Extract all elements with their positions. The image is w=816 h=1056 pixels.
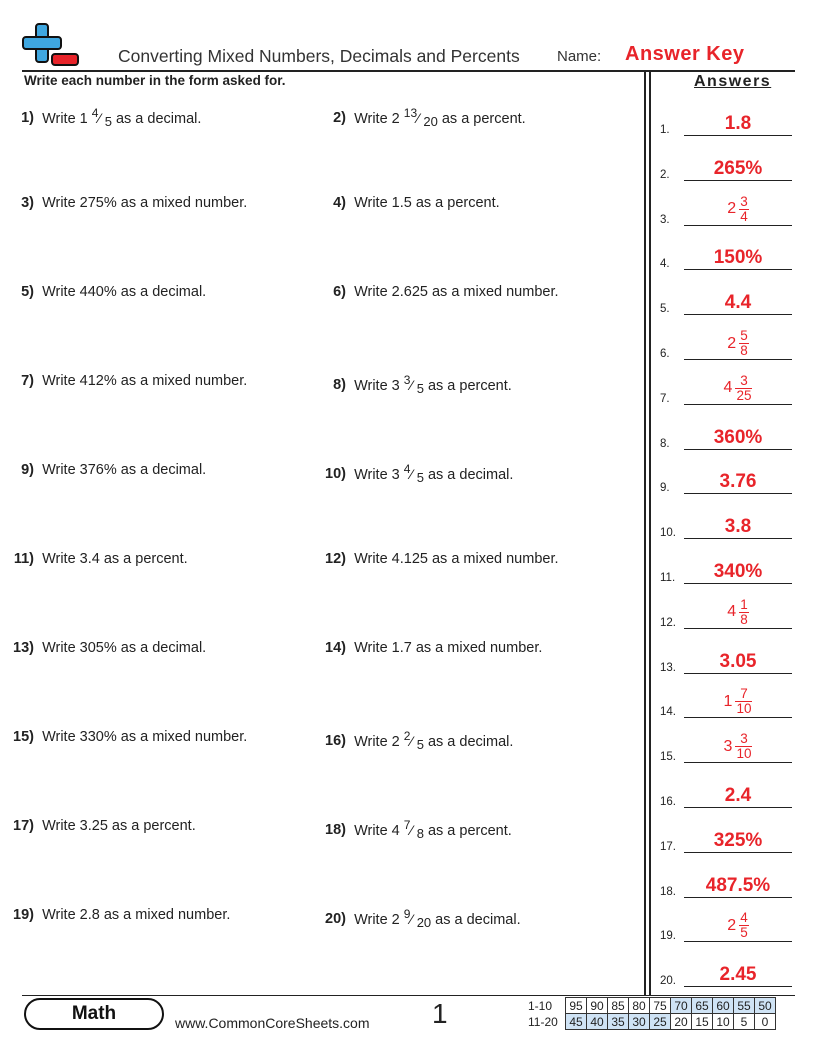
question-text: Write 2.625 as a mixed number. [354, 284, 559, 300]
question-item [0, 729, 247, 745]
answer-line [684, 628, 792, 629]
question-text-prefix: Write 3 [354, 467, 404, 483]
inline-fraction: $^2$⁄ $_5$ [403, 729, 424, 752]
answer-row [660, 731, 792, 765]
fraction-denominator: 5 [104, 114, 112, 129]
answer-line [684, 359, 792, 360]
answer-row [660, 959, 792, 989]
question-text: Write 275% as a mixed number. [42, 195, 248, 211]
answer-mixed-number [684, 598, 792, 627]
plus-minus-logo-icon [22, 22, 80, 70]
question-text: Write 3.25 as a percent. [42, 818, 196, 834]
score-table [528, 997, 776, 1030]
answer-line [684, 135, 792, 136]
mixed-numerator: 1 [740, 596, 748, 612]
question-number: 14) [325, 640, 346, 656]
answer-line [684, 986, 792, 987]
mixed-numerator: 3 [740, 193, 748, 209]
question-text: Write 412% as a mixed number. [42, 373, 248, 389]
question-text [354, 818, 512, 841]
inline-fraction: $^9$⁄ $_{20}$ [403, 907, 432, 930]
mixed-denominator: 8 [740, 611, 748, 627]
mixed-whole: 4 [727, 603, 737, 621]
footer-rule [22, 995, 795, 996]
question-text: Write 1.7 as a mixed number. [354, 640, 543, 656]
fraction-numerator: 13 [403, 106, 418, 120]
question-number: 6) [333, 284, 346, 300]
question-text-prefix: Write 2 [354, 912, 404, 928]
answer-line [684, 717, 792, 718]
question-item [0, 640, 206, 656]
answer-mixed-number [684, 374, 792, 403]
question-text [354, 106, 526, 129]
score-cell: 95 [566, 998, 587, 1014]
question-text-suffix: as a decimal. [431, 912, 521, 928]
answer-value: 2.45 [719, 964, 757, 986]
answer-number: 3. [660, 213, 670, 226]
question-item [312, 818, 512, 841]
fraction-numerator: 4 [91, 106, 99, 120]
score-row-label: 1-10 [528, 998, 553, 1013]
question-number: 19) [13, 907, 34, 923]
footer-url: www.CommonCoreSheets.com [175, 1015, 370, 1031]
answer-number: 2. [660, 168, 670, 181]
column-divider [649, 70, 651, 996]
question-number: 15) [13, 729, 34, 745]
answer-row [660, 193, 792, 228]
answer-value: 150% [713, 247, 763, 269]
mixed-denominator: 10 [736, 701, 752, 717]
answer-line [684, 180, 792, 181]
question-item [312, 462, 514, 485]
fraction-denominator: 20 [423, 114, 438, 129]
answer-number: 15. [660, 751, 676, 764]
inline-fraction: $^4$⁄ $_5$ [403, 462, 424, 485]
answer-number: 1. [660, 124, 670, 136]
question-number: 7) [21, 373, 34, 389]
mixed-whole: 2 [727, 334, 737, 352]
question-item [312, 729, 514, 752]
score-cell: 20 [671, 1014, 692, 1030]
answer-line [684, 852, 792, 853]
answer-line [684, 583, 792, 584]
question-text: Write 3.4 as a percent. [42, 551, 188, 567]
score-row-label: 11-20 [528, 1014, 558, 1029]
question-item [0, 106, 202, 129]
score-cell: 55 [734, 998, 755, 1014]
answer-line [684, 314, 792, 315]
score-cell: 35 [608, 1014, 629, 1030]
question-item [312, 907, 521, 930]
question-number: 2) [333, 110, 346, 126]
question-number: 8) [333, 377, 346, 393]
answer-row [660, 466, 792, 496]
question-text-suffix: as a percent. [423, 378, 512, 394]
answer-number: 7. [660, 392, 670, 405]
mixed-fraction [739, 598, 749, 627]
answer-value: 325% [713, 829, 763, 851]
answer-value: 340% [713, 561, 763, 582]
question-item [312, 195, 500, 211]
fraction-numerator: 3 [403, 373, 411, 387]
question-text-prefix: Write 2 [354, 111, 404, 127]
answer-number: 13. [660, 661, 676, 674]
answer-number: 14. [660, 706, 676, 719]
answer-number: 10. [660, 527, 676, 540]
answer-number: 18. [660, 885, 676, 898]
question-text: Write 330% as a mixed number. [42, 729, 248, 745]
column-divider [644, 70, 646, 996]
question-text-prefix: Write 2 [354, 734, 404, 750]
subject-badge: Math [24, 998, 164, 1030]
score-row [528, 1014, 776, 1030]
answer-line [684, 404, 792, 405]
question-text [42, 106, 202, 129]
question-text [354, 373, 512, 396]
header-rule [22, 70, 795, 72]
answer-number: 12. [660, 616, 676, 629]
mixed-fraction [739, 329, 749, 358]
question-text [354, 907, 521, 930]
question-item [0, 551, 188, 567]
score-cell: 45 [566, 1014, 587, 1030]
mixed-fraction [735, 687, 752, 716]
score-cell: 65 [692, 998, 713, 1014]
question-text-prefix: Write 1 [42, 111, 92, 127]
fraction-denominator: 5 [416, 470, 424, 485]
score-cell: 85 [608, 998, 629, 1014]
question-item [0, 195, 247, 211]
mixed-denominator: 5 [740, 925, 748, 941]
fraction-numerator: 4 [403, 462, 411, 476]
answer-number: 6. [660, 348, 670, 360]
answer-number: 19. [660, 930, 676, 943]
answer-row [660, 372, 792, 407]
answer-row [660, 242, 792, 272]
question-item [312, 373, 512, 396]
question-item [0, 818, 196, 834]
answer-row [660, 287, 792, 317]
score-cell: 60 [713, 998, 734, 1014]
question-item [0, 907, 230, 923]
answer-row [660, 825, 792, 855]
answer-number: 17. [660, 840, 676, 853]
fraction-numerator: 2 [403, 729, 411, 743]
question-text-suffix: as a percent. [423, 823, 512, 839]
mixed-whole: 2 [727, 200, 737, 218]
answer-value: 2.4 [724, 785, 752, 806]
question-text: Write 1.5 as a percent. [354, 195, 500, 211]
answer-row [660, 646, 792, 676]
mixed-fraction [739, 195, 749, 224]
answer-number: 11. [660, 572, 676, 584]
question-text [354, 729, 514, 752]
question-number: 10) [325, 466, 346, 482]
question-number: 4) [333, 195, 346, 211]
answer-row [660, 596, 792, 631]
instructions: Write each number in the form asked for. [24, 73, 286, 88]
answer-number: 20. [660, 975, 676, 988]
answer-mixed-number [684, 732, 792, 761]
answer-key-label: Answer Key [625, 43, 745, 65]
answer-row [660, 780, 792, 810]
answer-value: 3.76 [719, 471, 757, 493]
question-text: Write 376% as a decimal. [42, 462, 207, 478]
answer-value: 1.8 [724, 113, 752, 134]
answer-row [660, 511, 792, 541]
answer-line [684, 449, 792, 450]
question-item [0, 373, 247, 389]
answer-mixed-number [684, 687, 792, 716]
answer-line [684, 897, 792, 898]
mixed-whole: 3 [723, 737, 733, 755]
question-text: Write 4.125 as a mixed number. [354, 551, 559, 567]
score-cell: 80 [629, 998, 650, 1014]
question-number: 20) [325, 911, 346, 927]
question-number: 18) [325, 822, 346, 838]
score-cell: 0 [755, 1014, 776, 1030]
score-cell: 5 [734, 1014, 755, 1030]
mixed-denominator: 4 [740, 208, 748, 224]
question-text: Write 2.8 as a mixed number. [42, 907, 231, 923]
answer-row [660, 910, 792, 944]
score-cell: 90 [587, 998, 608, 1014]
question-number: 16) [325, 733, 346, 749]
question-text-suffix: as a decimal. [423, 467, 514, 483]
question-item [312, 551, 559, 567]
mixed-numerator: 5 [740, 328, 748, 343]
inline-fraction: $^4$⁄ $_5$ [91, 106, 112, 129]
answer-value: 265% [713, 157, 763, 179]
question-item [0, 284, 206, 300]
fraction-denominator: 20 [416, 915, 432, 930]
question-number: 13) [13, 640, 34, 656]
answer-row [660, 328, 792, 362]
answer-line [684, 807, 792, 808]
question-number: 5) [21, 284, 34, 300]
answer-number: 9. [660, 482, 670, 495]
mixed-fraction [735, 374, 752, 403]
fraction-denominator: 5 [416, 381, 424, 396]
answer-value: 3.8 [724, 516, 752, 538]
answer-mixed-number [684, 195, 792, 224]
answer-number: 5. [660, 303, 670, 316]
answer-number: 16. [660, 796, 676, 808]
score-cell: 30 [629, 1014, 650, 1030]
score-cell: 25 [650, 1014, 671, 1030]
score-row [528, 998, 776, 1014]
fraction-denominator: 5 [416, 737, 424, 752]
answer-value: 487.5% [705, 874, 771, 896]
mixed-whole: 1 [723, 692, 733, 710]
mixed-whole: 4 [723, 379, 733, 397]
question-number: 12) [325, 551, 346, 567]
mixed-numerator: 3 [735, 374, 752, 389]
page-number: 1 [432, 998, 448, 1029]
score-cell: 10 [713, 1014, 734, 1030]
answer-line [684, 225, 792, 226]
answer-mixed-number [684, 911, 792, 940]
answer-row [660, 422, 792, 452]
mixed-whole: 2 [727, 916, 737, 934]
question-item [312, 284, 559, 300]
answers-heading: Answers [694, 73, 772, 90]
question-text [354, 462, 514, 485]
score-cell: 50 [755, 998, 776, 1014]
question-text: Write 440% as a decimal. [42, 284, 207, 300]
question-text-suffix: as a decimal. [423, 734, 514, 750]
page-title: Converting Mixed Numbers, Decimals and Percents [118, 46, 520, 66]
inline-fraction: $^7$⁄ $_8$ [403, 818, 424, 841]
question-number: 17) [13, 818, 34, 834]
mixed-denominator: 25 [736, 387, 752, 403]
mixed-fraction [739, 911, 749, 940]
mixed-numerator: 3 [735, 732, 752, 747]
mixed-fraction [735, 732, 752, 761]
answer-row [660, 153, 792, 183]
answer-row [660, 686, 792, 720]
answer-line [684, 269, 792, 270]
mixed-denominator: 10 [736, 746, 752, 762]
answer-mixed-number [684, 329, 792, 358]
question-number: 9) [21, 462, 34, 478]
fraction-numerator: 7 [403, 818, 411, 832]
answer-row [660, 108, 792, 138]
answer-value: 360% [713, 426, 763, 448]
question-number: 3) [21, 195, 34, 211]
score-cell: 70 [671, 998, 692, 1014]
question-text: Write 305% as a decimal. [42, 640, 207, 656]
fraction-denominator: 8 [416, 826, 424, 841]
answer-line [684, 538, 792, 539]
mixed-numerator: 4 [740, 910, 748, 926]
question-item [312, 640, 542, 656]
question-item [312, 106, 526, 129]
question-text-suffix: as a percent. [437, 111, 526, 127]
question-text-prefix: Write 3 [354, 378, 404, 394]
name-label: Name: [557, 48, 602, 65]
answer-line [684, 762, 792, 763]
inline-fraction: $^{13}$⁄ $_{20}$ [403, 106, 438, 129]
answer-line [684, 941, 792, 942]
mixed-denominator: 8 [740, 343, 748, 358]
question-item [0, 462, 206, 478]
answer-value: 3.05 [719, 650, 757, 672]
answer-value: 4.4 [724, 292, 752, 314]
question-text-suffix: as a decimal. [111, 111, 202, 127]
answer-number: 4. [660, 258, 670, 271]
score-cell: 40 [587, 1014, 608, 1030]
inline-fraction: $^3$⁄ $_5$ [403, 373, 424, 396]
question-number: 1) [21, 110, 34, 126]
question-text-prefix: Write 4 [354, 823, 404, 839]
answer-row [660, 556, 792, 586]
fraction-numerator: 9 [403, 907, 411, 921]
answer-line [684, 493, 792, 494]
answer-row [660, 870, 792, 900]
answer-line [684, 673, 792, 674]
question-number: 11) [13, 551, 34, 567]
answer-number: 8. [660, 437, 670, 450]
score-cell: 75 [650, 998, 671, 1014]
score-cell: 15 [692, 1014, 713, 1030]
mixed-numerator: 7 [735, 687, 752, 702]
